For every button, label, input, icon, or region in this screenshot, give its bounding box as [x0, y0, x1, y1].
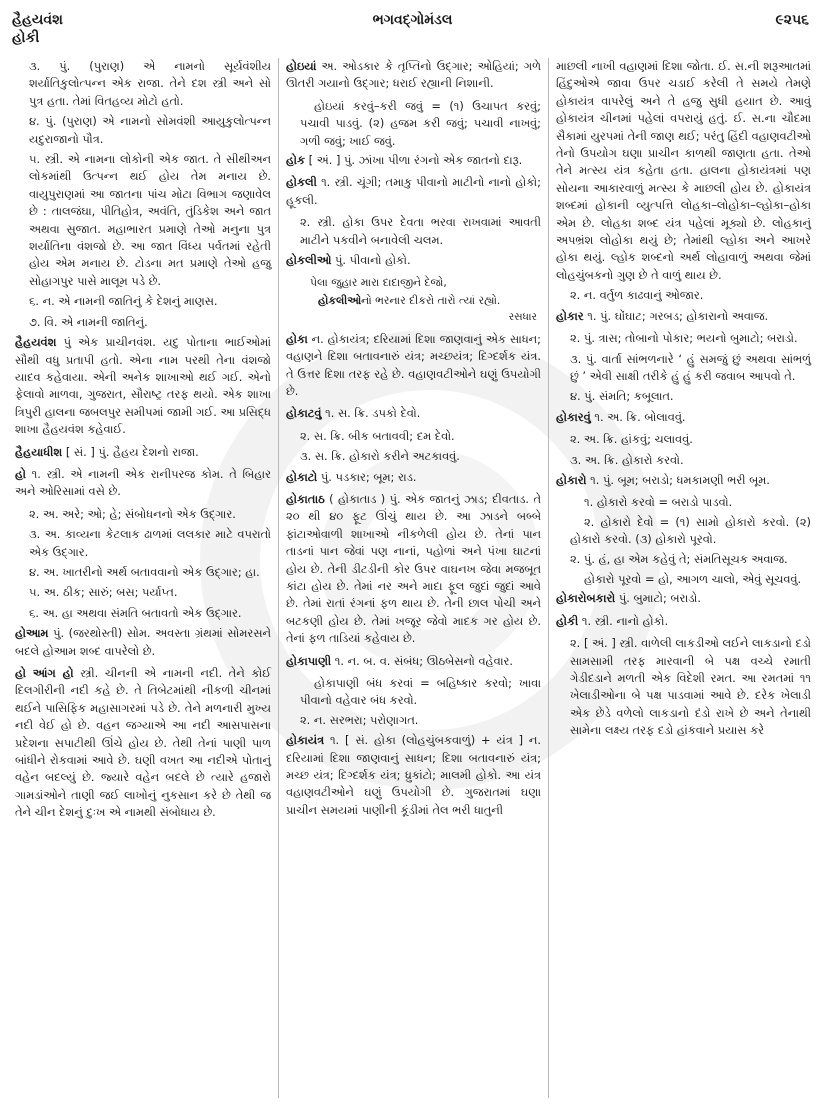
dictionary-entry [556, 590, 811, 607]
sense-definition: ૫. અ. ઠીક; સારું; બસ; પર્યાપ્ત. [29, 585, 178, 600]
sense-definition: ૨. અ. અરે; ઓ; હે; સંબોધનનો એક ઉદ્‌ગાર. [29, 506, 236, 521]
definition-text: ૧. સ્ત્રી. એ નામની એક રાનીપરજ કોમ. તે બિહાર અને ઓરિસામાં વસે છે. [15, 466, 271, 499]
dictionary-entry [286, 653, 541, 670]
definition-text: ૧. સ. ક્રિ. ડપકો દેવો. [321, 406, 421, 421]
sense-definition: ૩. સ. ક્રિ. હોકારો કરીને અટકાવવું. [300, 449, 460, 464]
column-2 [278, 58, 548, 1098]
dictionary-entry [15, 625, 271, 660]
idiom-phrase: ૨. હોકારો દેવો = (૧) સામો હોકારો કરવો. (૨) હોકારો કરવો. (૩) હોકારો પૂરવો. [570, 514, 811, 547]
sense-definition: ૬. ન. એ નામની જાતિનું કે દેશનું માણસ. [29, 294, 218, 309]
definition-text: પું. પડકાર; બૂમ; રાડ. [317, 469, 417, 484]
sense-definition: ૨. પું. હં, હા એમ કહેવું તે; સંમતિસૂચક અવાજ. [570, 551, 788, 566]
definition-text: ૧. અ. ક્રિ. બોલાવવું. [590, 409, 686, 424]
sense-definition: ૨. ન. સરભરા; પરોણાગત. [300, 712, 419, 727]
headword: હોકલી [286, 175, 317, 190]
dictionary-entry [556, 472, 811, 489]
definition-text: [ અં. ] પું. ઝાંખા પીળા રંગનો એક જાતનો દારૂ. [305, 153, 523, 168]
definition-text: અ. ઓડકાર કે તૃપ્તિનો ઉદ્‌ગાર; ઓહિયાં; ગળે ઊતરી ગયાનો ઉદ્‌ગાર; ધરાઈ રહ્યાની નિશાની. [286, 59, 541, 91]
definition-text: પું એક પ્રાચીનવંશ. યદુ પોતાના ભાઈઓમાં સૌથી વધુ પ્રતાપી હતો. એના નામ પરથી તેના વંશજો યાદવ કહેવાયા. એની અનેક શાખાઓ થઈ ગઈ. એનો ફેલાવો માળવા, ગુજરાત, સૌરાષ્ટ્ર તરફ થયો. એક શાખા ત્રિપુરી હાલના જબલપુર સમીપમાં જામી ગઈ. આ પ્રસિદ્ધ શાખા હૈહયવંશ કહેવાઈ. [15, 335, 271, 437]
dictionary-entry [286, 491, 541, 648]
headword: હોકારવું [556, 409, 591, 424]
idiom-phrase: હોઇયાં કરવું–કરી જવું = (૧) ઉચાપત કરવું; પચાવી પાડવું. (૨) હજમ કરી જવું; પચાવી નાખવું; ગળી જવું; ખાઈ જવું. [300, 98, 541, 148]
idiom-phrase: હોકારો પૂરવો = હો, આગળ ચાલો, એવું સૂચવવું. [584, 571, 802, 586]
sense-definition: ૭. વિ. એ નામની જાતિનું. [29, 314, 148, 329]
idiom-phrase: હોકાપાણી બંધ કરવાં = બહિષ્કાર કરવો; ખાવા પીવાનો વહેવાર બંધ કરવો. [300, 676, 541, 708]
dictionary-entry [286, 469, 541, 486]
headword: હોકા [286, 331, 308, 346]
sense-definition: ૪. પું. (પુરાણ) એ નામનો સોમવંશી આયુકુલોત્પન્ન યદુરાજાનો પૌત્ર. [29, 114, 271, 146]
dictionary-entry [556, 613, 811, 630]
headword: હૈહયવંશ [15, 335, 57, 350]
sense-definition: ૩. પું. વાર્તા સાંભળનારે ‘ હું સમજું છું અથવા સાંભળું છું ’ એવી સાક્ષી તરીકે હું હું કરી જવાબ આપવો તે. [570, 351, 811, 383]
dictionary-entry [286, 331, 541, 401]
dictionary-columns [8, 58, 818, 1098]
definition-text: [ સં. ] પું. હૈહય દેશનો રાજા. [62, 444, 199, 459]
sense-definition: ૨. પું. ત્રાસ; તોબાનો પોકાર; ભયનો બુમાટો; બરાડો. [570, 331, 798, 346]
verse-line-2 [310, 292, 541, 309]
column-1 [8, 58, 278, 1098]
page-header [0, 12, 825, 46]
definition-text: ન. હોકાયંત્ર; દરિયામાં દિશા જાણવાનું એક સાધન; વહાણને દિશા બતાવનારું યંત્ર; મચ્છયંત્ર; દિગ્દર્શક યંત્ર. તે ઉત્તર દિશા તરફ રહે છે. વહાણવટીઓને ઘણું ઉપયોગી છે. [286, 331, 541, 398]
sense-definition: ૬. અ. હા અથવા સંમતિ બતાવતો એક ઉદ્‌ગાર. [29, 605, 242, 620]
dictionary-entry [286, 58, 541, 93]
sense-definition: ૩. અ. કાવ્યના કેટલાક ઢાળમાં લલકાર માટે વપરાતો એક ઉદ્‌ગાર. [29, 527, 271, 559]
headword: હૈહયાધીશ [15, 444, 63, 459]
continued-text: માછલી નાખી વહાણમાં દિશા જોતા. ઈ. સ.ની શરૂઆતમાં હિંદુઓએ જાવા ઉપર ચડાઈ કરેલી તે સમયે તેમણે હોકાયંત્ર વાપરેલું અને તે હજુ સુધી હયાત છે. આવું હોકાયંત્ર ચીનમાં પહેલાં વપરાયું હતું. ઈ. સ.ના ચૌદમા સૈકામાં યુરપમાં તેની જાણ થઈ; પરંતુ હિંદી વહાણવટીઓ તેનો ઉપયોગ ઘણા પ્રાચીન કાળથી જાણતા હતા. તેઓ તેને મત્સ્ય યંત્ર કહેતા હતા. હાલના હોકાયંત્રમાં પણ સોયના આકારવાળું મત્સ્ય કે માછલી હોય છે. હોકાયંત્ર શબ્દમાં હોકાની વ્યુત્પત્તિ લોહકા–લોહોકા–લ્હોકા–હોકા એમ છે. લોહકા શબ્દ યંત્ર પહેલાં મૂક્યો છે. લોહકાનું અપભ્રંશ લોહોકા થયું છે; તેમાંથી લ્હોકા અને આખરે હોકા થયું. લ્હોક શબ્દનો અર્થ લોહાવાળું અથવા જેમાં લોહચુંબકનો ગુણ છે તે વાળું થાય છે. [556, 59, 811, 282]
page-number: ૯૨૫૬ [775, 12, 809, 28]
dictionary-entry [15, 334, 271, 438]
dictionary-entry [286, 732, 541, 819]
sense-definition: ૨. અ. ક્રિ. હાંકવું; ચલાવવું. [570, 432, 693, 447]
headword: હો [15, 466, 26, 481]
dictionary-entry [556, 308, 811, 325]
verse-quote [286, 274, 541, 326]
definition-text: ૧. [ સં. હોકા (લોહચુંબકવાળું) + યંત્ર ] ન. દરિયામાં દિશા જાણવાનું સાધન; દિશા બતાવનારું યંત્ર; મચ્છ યંત્ર; દિગ્દર્શક યંત્ર; ધ્રુકાંટો; માલમી હોકો. આ યંત્ર વહાણવટીઓને ઘણું ઉપયોગી છે. ગુજરાતમાં ઘણા પ્રાચીન સમયમાં પાણીની કૂંડીમાં તેલ ભરી ધાતુની [286, 733, 541, 817]
verse-rest: નો ભરનાર દીકરો તારો ત્યાં રહ્યો. [360, 293, 501, 307]
verse-source: રસધાર [508, 311, 537, 324]
guide-word-first: હૈહયવંશ [12, 12, 63, 28]
headword: હો આંગ હો [15, 666, 74, 680]
guide-word-last: હોકી [12, 30, 40, 46]
definition-text: પું. (જરથોસ્તી) સોમ. અવસ્તા ગ્રંથમાં સોમરસને બદલે હોઆમ શબ્દ વાપરેલો છે. [15, 626, 271, 658]
sense-definition: ૨. [ અં. ] સ્ત્રી. વાળેલી લાકડીઓ લઈને લાકડાનો દડો સામસામી તરફ મારવાની બે પક્ષ વચ્ચે રમાતી ગેડીદડાને મળતી એક વિદેશી રમત. આ રમતમાં ૧૧ ખેલાડીઓના બે પક્ષ પાડવામાં આવે છે. દરેક ખેલાડી એક છેડે વળેલો લાકડાનો દંડો રાખે છે અને તેનાથી સામેના લક્ષ્ય તરફ દડો હાંકવાને પ્રયાસ કરે [570, 636, 811, 738]
headword: હોકારો [556, 472, 587, 487]
sense-definition: ૨. સ. ક્રિ. બીક બતાવવી; દમ દેવો. [300, 428, 455, 443]
headword: હોકાપાણી [286, 653, 332, 668]
definition-text: ૧. ન. બ. વ. સંબંધ; ઊઠબેસનો વહેવાર. [331, 653, 514, 668]
column-3 [548, 58, 818, 1098]
sense-definition: ૩. અ. ક્રિ. હોકારો કરવો. [570, 452, 684, 467]
definition-text: પું. બુમાટો; બરાડો. [615, 591, 701, 606]
definition-text: ૧. પું. બૂમ; બરાડો; ધમકામણી ભરી બૂમ. [586, 472, 770, 487]
headword: હોકારોબકારો [556, 591, 616, 606]
headword: હોક [286, 153, 305, 168]
dictionary-entry [286, 405, 541, 422]
idiom-phrase: ૧. હોકારો કરવો = બરાડો પાડવો. [584, 495, 733, 510]
headword: હોકી [556, 613, 579, 628]
headword: હોકાતાઠ [286, 491, 325, 506]
sense-definition: ૪. અ. ખાતરીનો અર્થ બતાવવાનો એક ઉદ્‌ગાર; હા. [29, 564, 260, 579]
definition-text: સ્ત્રી. ચીનની એ નામની નદી. તેને કોઈ દિલગીરીની નદી કહે છે. તે તિબેટમાંથી નીકળી ચીનમાં થઈને પાસિફિક મહાસાગરમાં પડે છે. તેને મળનારી મુખ્ય નદી વેઈ હો છે. વહન જગ્યાએ આ નદી આસપાસના પ્રદેશના સપાટીથી ઊંચે હોય છે. તેથી તેનાં પાણી પાળ બાંધીને રોકવામાં આવે છે. ઘણી વખત આ નદીએ પોતાનું વહેન બદલ્યું છે. જ્યારે વહેન બદલે છે ત્યારે હજારો ગામડાંઓને તાણી જઈ લાખોનું નુકસાન કરે છે તેથી જ તેને ચીન દેશનું દુઃખ એ નામથી સંબોધાય છે. [15, 666, 272, 820]
dictionary-entry [15, 665, 271, 822]
headword: હોકાર [556, 308, 584, 323]
book-title: ભગવદ્ગોમંડલ [372, 12, 453, 28]
sense-definition: ૨. સ્ત્રી. હોકા ઉપર દેવતા ભરવા રાખવામાં આવતી માટીને પકવીને બનાવેલી ચલમ. [300, 215, 541, 247]
sense-definition: ૪. પું. સંમતિ; કબૂલાત. [570, 389, 674, 404]
dictionary-entry [286, 152, 541, 169]
sense-definition: ૨. ન. વર્તુળ કાઢવાનું ઓજાર. [570, 288, 704, 303]
sense-definition: ૫. સ્ત્રી. એ નામના લોકોની એક જાત. તે સીથીઅન લોકમાંથી ઉત્પન્ન થઈ હોય તેમ મનાય છે. વાયુપુરાણમાં આ જાતના પાંચ મોટા વિભાગ જણાવેલ છે : તાલજંઘા, પીતિહોત્ર, અવંતિ, તુંડિકેશ અને જાત અથવા સુજાત. મહાભારત પ્રમાણે તેઓ મનુના પુત્ર શર્યાતિના વંશજો છે. આ જાત વિંધ્ય પર્વતમાં રહેતી હોય એમ મનાય છે. ટોડના મત પ્રમાણે તેઓ હજુ સોહાગપુર પાસે માલૂમ પડે છે. [29, 152, 271, 288]
dictionary-entry [15, 466, 271, 501]
headword: હોઆમ [15, 626, 49, 641]
headword: હોકાટવું [286, 406, 322, 421]
dictionary-entry [286, 252, 541, 269]
headword: હોકાયંત્ર [286, 733, 325, 748]
dictionary-entry [556, 409, 811, 426]
dictionary-entry [15, 444, 271, 461]
sense-definition: ૩. પું. (પુરાણ) એ નામનો સૂર્યવંશીય શર્યાતિકુલોત્પન્ન એક રાજા. તેને દશ સ્ત્રી અને સો પુત્ર હતા. તેમાં વિતહવ્ય મોટો હતો. [29, 59, 271, 108]
definition-text: ( હોકાતાડ ) પું. એક જાતનું ઝાડ; દીવતાડ. તે ૨૦ થી ૪૦ ફૂટ ઊંચું થાય છે. આ ઝાડને બબ્બે ફાંટાઓવાળી શાખાઓ નીકળેલી હોય છે. તેનાં પાન તાડનાં પાન જેવાં પણ નાનાં, પહોળાં અને પંખા ઘાટનાં હોય છે. તેની ડીટડીની કોર ઉપર વાઘનખ જેવા મજબૂત કાંટા હોય છે. તેમાં નર અને માદા ફૂલ જુદાં જુદાં આવે છે. તેમાં રાતાં રંગનાં ફળ થાય છે. તેની છાલ પોચી અને બટકણી હોય છે. તેમાં ખજૂર જેવો માદક ગર હોય છે. તેનાં ફળ તાડિયાં કહેવાય છે. [286, 491, 541, 646]
headword: હોકાટો [286, 469, 318, 484]
headword: હોઇયાં [286, 59, 317, 73]
definition-text: ૧. પું. ઘોંઘાટ; ગરબડ; હોકારાનો અવાજ. [583, 308, 769, 323]
verse-line-1: પેલા જુહાર મારા દાદાજીને દેજો, [310, 276, 447, 290]
definition-text: ૧. સ્ત્રી. ચૂંગી; તમાકુ પીવાનો માટીનો નાનો હોકો; હૂકલી. [286, 175, 541, 207]
definition-text: પું. પીવાનો હોકો. [331, 253, 411, 268]
definition-text: ૧. સ્ત્રી. નાનો હોકો. [578, 613, 669, 628]
headword: હોકલીઓ [286, 253, 332, 268]
dictionary-entry [286, 174, 541, 209]
verse-highlight: હોકલીઓ [318, 293, 361, 307]
